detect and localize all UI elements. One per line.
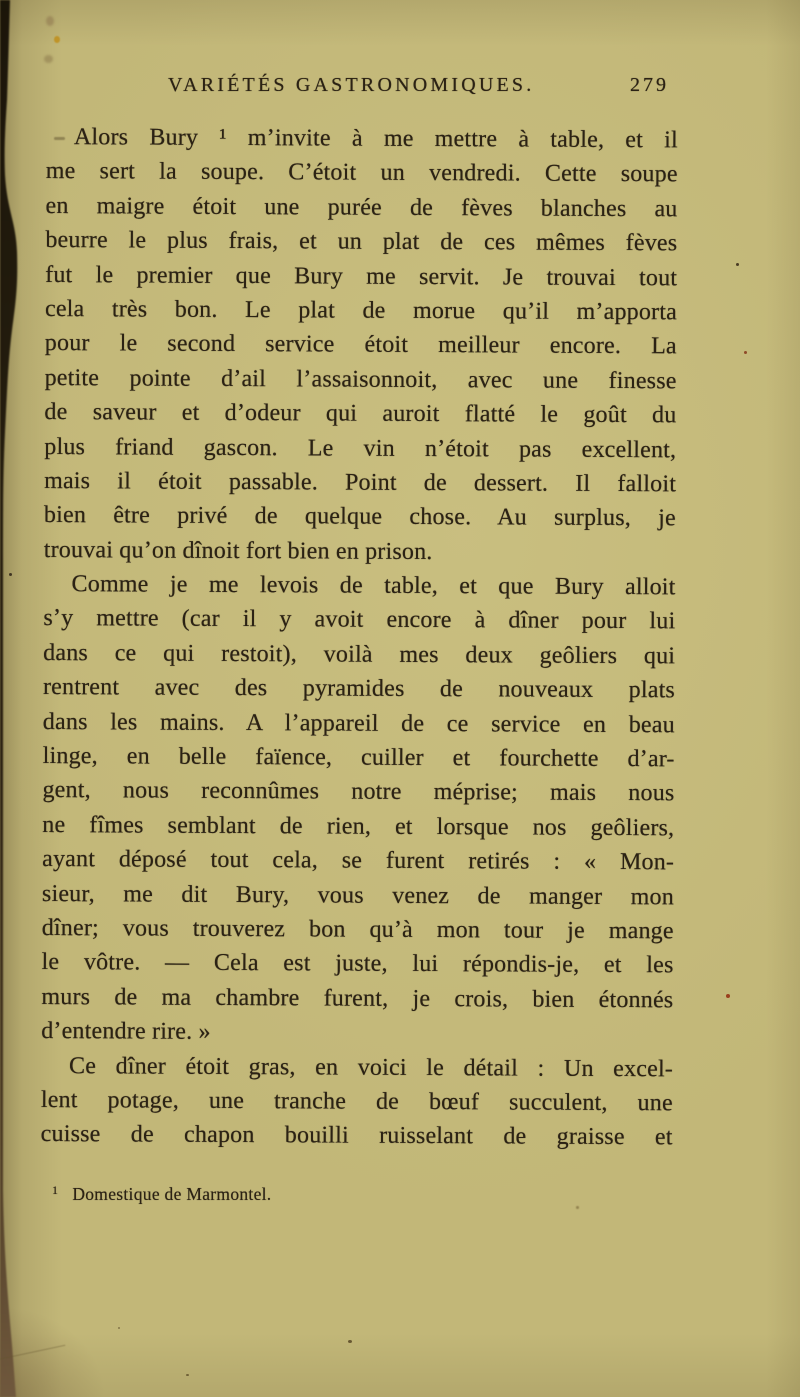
ink-speck bbox=[9, 573, 12, 576]
stain bbox=[44, 55, 53, 63]
text-line: Comme je me levois de table, et que Bury alloit bbox=[71, 571, 676, 601]
text-line: petite pointe d’ail l’assaisonnoit, avec une finesse bbox=[44, 364, 677, 395]
text-line: bien être privé de quelque chose. Au surplus, je bbox=[43, 502, 676, 532]
text-line: lent potage, une tranche de bœuf succulent, une bbox=[40, 1086, 673, 1117]
text-line: sieur, me dit Bury, vous venez de manger mon bbox=[41, 880, 675, 910]
text-line: trouvai qu’on dînoit fort bien en prison. bbox=[43, 536, 433, 565]
body-text bbox=[41, 120, 678, 1155]
text-line: s’y mettre (car il y avoit encore à dîner pour lui bbox=[43, 605, 676, 635]
running-head bbox=[0, 74, 800, 104]
page-title: VARIÉTÉS GASTRONOMIQUES. bbox=[168, 74, 535, 96]
text-line: dans les mains. A l’appareil de ce service en beau bbox=[42, 708, 675, 738]
text-line: ne fîmes semblant de rien, et lorsque nos geôliers, bbox=[42, 811, 675, 842]
ink-speck bbox=[576, 1206, 579, 1209]
text-line: beurre le plus frais, et un plat de ces mêmes fèves bbox=[45, 227, 678, 257]
text-line: ayant déposé tout cela, se furent retirés : « Mon- bbox=[42, 846, 675, 876]
text-line: murs de ma chambre furent, je crois, bien étonnés bbox=[41, 983, 674, 1014]
text-line: cela très bon. Le plat de morue qu’il m’apporta bbox=[44, 295, 678, 326]
text-line: linge, en belle faïence, cuiller et fourchette d’ar- bbox=[42, 743, 675, 773]
text-line: fut le premier que Bury me servit. Je trouvai tout bbox=[45, 261, 678, 291]
pencil-mark bbox=[54, 137, 65, 140]
ink-speck bbox=[348, 1340, 352, 1343]
text-line: en maigre étoit une purée de fèves blanches au bbox=[45, 192, 678, 223]
text-line: pour le second service étoit meilleur encore. La bbox=[44, 330, 677, 360]
stain bbox=[46, 16, 54, 26]
text-line: plus friand gascon. Le vin n’étoit pas excellent, bbox=[44, 433, 677, 463]
text-line: Alors Bury ¹ m’invite à me mettre à table, et il bbox=[73, 124, 678, 154]
footnote bbox=[52, 1184, 552, 1205]
binding-gutter-shadow bbox=[0, 0, 26, 1397]
text-line: d’entendre rire. » bbox=[41, 1018, 211, 1046]
stain bbox=[54, 36, 60, 43]
ink-speck bbox=[186, 1374, 189, 1376]
text-line: le vôtre. — Cela est juste, lui répondis-je, et les bbox=[41, 949, 674, 979]
text-line: me sert la soupe. C’étoit un vendredi. Cette soupe bbox=[45, 158, 678, 188]
text-line: gent, nous reconnûmes notre méprise; mais nous bbox=[42, 777, 675, 807]
text-line: de saveur et d’odeur qui auroit flatté le goût du bbox=[44, 399, 677, 429]
text-line: dîner; vous trouverez bon qu’à mon tour je mange bbox=[41, 914, 674, 945]
red-speck bbox=[744, 351, 747, 354]
text-line: Ce dîner étoit gras, en voici le détail : Un excel- bbox=[68, 1052, 674, 1082]
red-speck bbox=[726, 994, 730, 998]
text-line: rentrent avec des pyramides de nouveaux plats bbox=[42, 674, 676, 704]
page-number: 279 bbox=[630, 74, 669, 96]
text-line: dans ce qui restoit), voilà mes deux geôliers qui bbox=[43, 639, 676, 670]
ink-speck bbox=[118, 1327, 120, 1329]
footnote-marker: 1 bbox=[52, 1183, 59, 1197]
ink-speck bbox=[736, 263, 739, 266]
text-line: cuisse de chapon bouilli ruisselant de graisse et bbox=[40, 1121, 673, 1151]
text-line: mais il étoit passable. Point de dessert. Il falloit bbox=[44, 467, 677, 498]
footnote-text: Domestique de Marmontel. bbox=[72, 1184, 272, 1204]
